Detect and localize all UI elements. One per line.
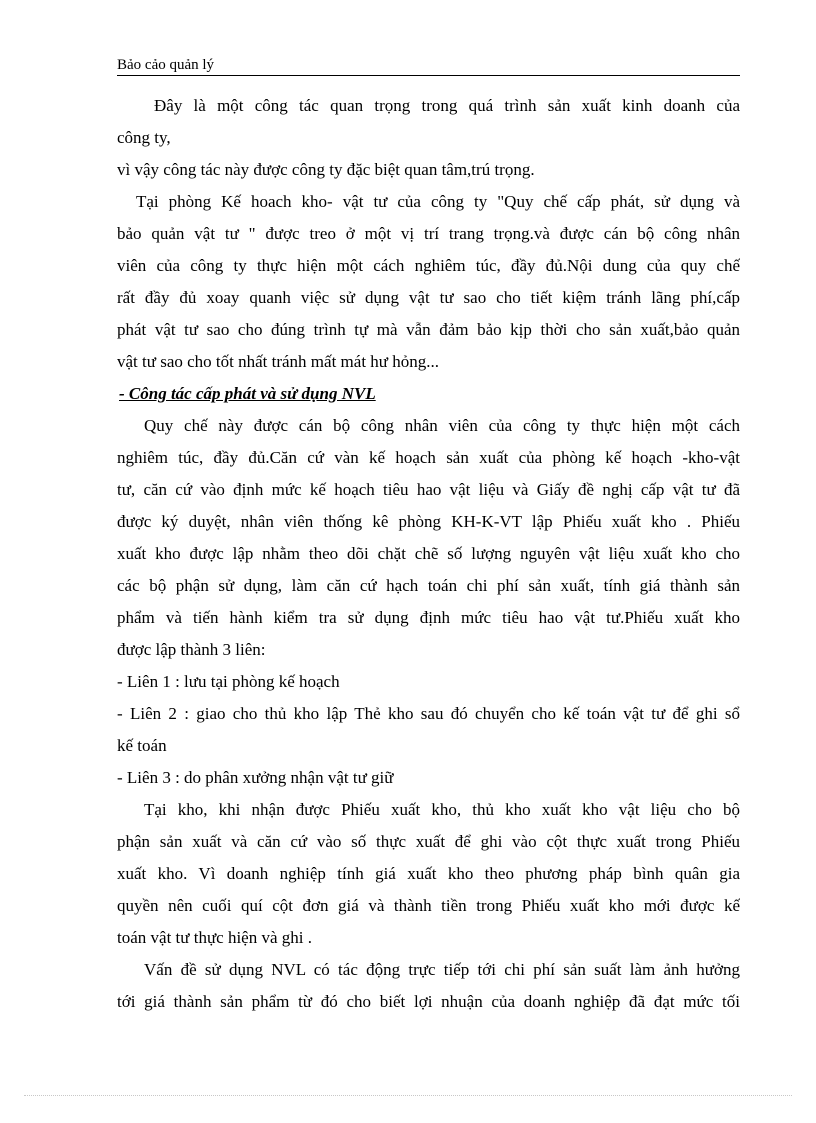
text-line: - Liên 1 : lưu tại phòng kế hoạch <box>117 672 340 691</box>
text-line: Vấn đề sử dụng NVL có tác động trực tiếp tới chi phí sản suất làm ảnh hưởng <box>144 960 740 979</box>
text-line: rất đầy đủ xoay quanh việc sử dụng vật tư sao cho tiết kiệm tránh lãng phí,cấp <box>117 288 740 307</box>
text-line: được lập thành 3 liên: <box>117 640 266 659</box>
text-line: bảo quản vật tư " được treo ở một vị trí trang trọng.và được cán bộ công nhân <box>117 224 740 243</box>
text-line: được ký duyệt, nhân viên thống kê phòng KH-K-VT lập Phiếu xuất kho . Phiếu <box>117 512 740 531</box>
section-heading: - Công tác cấp phát và sử dụng NVL <box>119 384 376 403</box>
text-line: viên của công ty thực hiện một cách nghiêm túc, đầy đủ.Nội dung của quy chế <box>117 256 740 275</box>
text-line: quyền nên cuối quí cột đơn giá và thành tiền trong Phiếu xuất kho mới được kế <box>117 896 740 915</box>
text-line: phẩm và tiến hành kiểm tra sử dụng định mức tiêu hao vật tư.Phiếu xuất kho <box>117 608 740 627</box>
text-line: - Liên 2 : giao cho thủ kho lập Thẻ kho sau đó chuyển cho kế toán vật tư để ghi sổ <box>117 704 740 723</box>
text-line: tư, căn cứ vào định mức kế hoạch tiêu hao vật liệu và Giấy đề nghị cấp vật tư đã <box>117 480 740 499</box>
text-line: Tại phòng Kế hoach kho- vật tư của công ty "Quy chế cấp phát, sử dụng và <box>136 192 740 211</box>
text-line: công ty, <box>117 128 171 147</box>
text-line: các bộ phận sử dụng, làm căn cứ hạch toán chi phí sản xuất, tính giá thành sản <box>117 576 740 595</box>
page-header <box>117 56 740 76</box>
document-body <box>117 90 740 1018</box>
text-line: xuất kho. Vì doanh nghiệp tính giá xuất kho theo phương pháp bình quân gia <box>117 864 740 883</box>
text-line: Tại kho, khi nhận được Phiếu xuất kho, thủ kho xuất kho vật liệu cho bộ <box>144 800 740 819</box>
text-line: vật tư sao cho tốt nhất tránh mất mát hư hỏng... <box>117 352 440 371</box>
page-bottom-border <box>24 1095 792 1096</box>
text-line: Đây là một công tác quan trọng trong quá trình sản xuất kinh doanh của <box>154 96 740 115</box>
text-line: tới giá thành sản phẩm từ đó cho biết lợi nhuận của doanh nghiệp đã đạt mức tối <box>117 992 740 1011</box>
text-line: phát vật tư sao cho đúng trình tự mà vẫn đảm bảo kịp thời cho sản xuất,bảo quản <box>117 320 740 339</box>
header-title: Bảo cảo quản lý <box>117 57 215 73</box>
text-line: xuất kho được lập nhằm theo dõi chặt chẽ số lượng nguyên vật liệu xuất kho cho <box>117 544 740 563</box>
text-line: Quy chế này được cán bộ công nhân viên của công ty thực hiện một cách <box>144 416 740 435</box>
text-line: nghiêm túc, đầy đủ.Căn cứ vàn kế hoạch sản xuất của phòng kế hoạch -kho-vật <box>117 448 740 467</box>
text-line: toán vật tư thực hiện và ghi . <box>117 928 312 947</box>
text-line: kế toán <box>117 736 167 755</box>
text-line: vì vậy công tác này được công ty đặc biệt quan tâm,trú trọng. <box>117 160 535 179</box>
text-line: phận sản xuất và căn cứ vào số thực xuất để ghi vào cột thực xuất trong Phiếu <box>117 832 740 851</box>
text-line: - Liên 3 : do phân xưởng nhận vật tư giữ <box>117 768 394 787</box>
